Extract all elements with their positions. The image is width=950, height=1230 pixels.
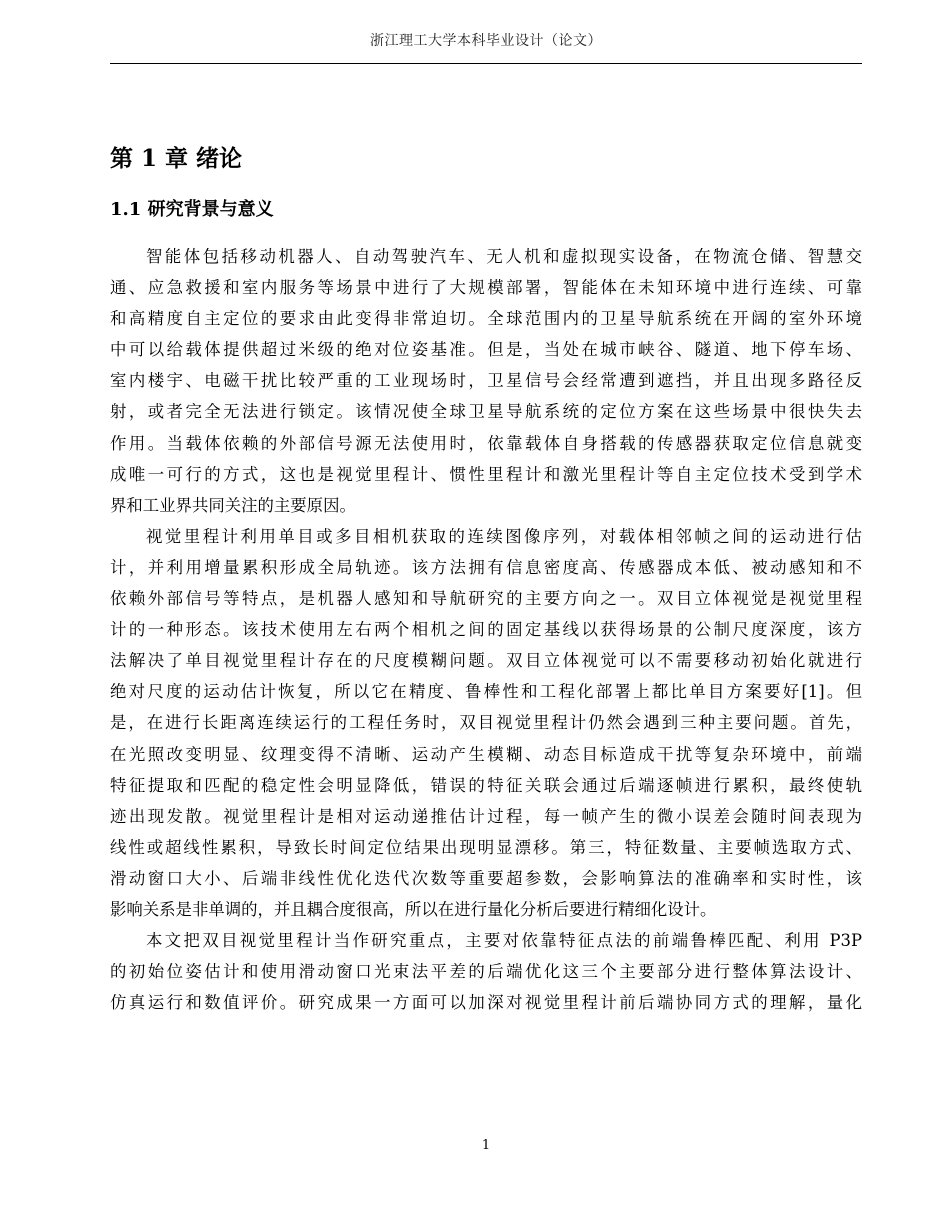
paragraph-1-line: 中可以给载体提供超过米级的绝对位姿基准。但是，当处在城市峡谷、隧道、地下停车场、 — [110, 340, 862, 360]
paragraph-3-line: 本文把双目视觉里程计当作研究重点，主要对依靠特征点法的前端鲁棒匹配、利用 P3P — [146, 931, 862, 951]
paragraph-1-line: 通、应急救援和室内服务等场景中进行了大规模部署，智能体在未知环境中进行连续、可靠 — [110, 278, 862, 298]
paragraph-1-line: 智能体包括移动机器人、自动驾驶汽车、无人机和虚拟现实设备，在物流仓储、智慧交 — [146, 247, 862, 266]
header-divider — [110, 63, 862, 64]
paragraph-3-line: 仿真运行和数值评价。研究成果一方面可以加深对视觉里程计前后端协同方式的理解，量化 — [110, 993, 862, 1013]
paragraph-2-line: 在光照改变明显、纹理变得不清晰、运动产生模糊、动态目标造成干扰等复杂环境中，前端 — [110, 744, 862, 764]
paragraph-1-line: 成唯一可行的方式，这也是视觉里程计、惯性里程计和激光里程计等自主定位技术受到学术 — [110, 464, 862, 484]
paragraph-2-line: 是，在进行长距离连续运行的工程任务时，双目视觉里程计仍然会遇到三种主要问题。首先， — [110, 713, 862, 733]
paragraph-2-line: 滑动窗口大小、后端非线性优化迭代次数等重要超参数，会影响算法的准确率和实时性，该 — [110, 868, 862, 888]
paragraph-2-line: 法解决了单目视觉里程计存在的尺度模糊问题。双目立体视觉可以不需要移动初始化就进行 — [110, 651, 862, 671]
paragraph-2-line: 依赖外部信号等特点，是机器人感知和导航研究的主要方向之一。双目立体视觉是视觉里程 — [110, 589, 862, 609]
paragraph-1-line: 和高精度自主定位的要求由此变得非常迫切。全球范围内的卫星导航系统在开阔的室外环境 — [110, 309, 862, 329]
paragraph-3-line: 的初始位姿估计和使用滑动窗口光束法平差的后端优化这三个主要部分进行整体算法设计、 — [110, 962, 862, 982]
paragraph-2-line: 特征提取和匹配的稳定性会明显降低，错误的特征关联会通过后端逐帧进行累积，最终使轨 — [110, 775, 862, 795]
running-header: 浙江理工大学本科毕业设计（论文） — [370, 33, 602, 49]
paragraph-2-line: 计，并利用增量累积形成全局轨迹。该方法拥有信息密度高、传感器成本低、被动感知和不 — [110, 557, 862, 577]
paragraph-2-line: 计的一种形态。该技术使用左右两个相机之间的固定基线以获得场景的公制尺度深度，该方 — [110, 620, 862, 640]
paragraph-2-line: 视觉里程计利用单目或多目相机获取的连续图像序列，对载体相邻帧之间的运动进行估 — [146, 526, 862, 546]
paragraph-2-line: 线性或超线性累积，导致长时间定位结果出现明显漂移。第三，特征数量、主要帧选取方式、 — [110, 837, 862, 857]
paragraph-2-line: 迹出现发散。视觉里程计是相对运动递推估计过程，每一帧产生的微小误差会随时间表现为 — [110, 806, 862, 826]
paragraph-2-line: 绝对尺度的运动估计恢复，所以它在精度、鲁棒性和工程化部署上都比单目方案要好[1]。但 — [110, 682, 862, 702]
paragraph-1-line: 室内楼宇、电磁干扰比较严重的工业现场时，卫星信号会经常遭到遮挡，并且出现多路径反 — [110, 371, 862, 391]
page-number: 1 — [481, 1138, 491, 1153]
paragraph-2-line: 影响关系是非单调的，并且耦合度很高，所以在进行量化分析后要进行精细化设计。 — [110, 899, 717, 919]
paragraph-1-line: 界和工业界共同关注的主要原因。 — [110, 495, 356, 515]
section-title: 1.1 研究背景与意义 — [110, 199, 274, 220]
body-text — [110, 241, 862, 1018]
paragraph-1-line: 作用。当载体依赖的外部信号源无法使用时，依靠载体自身搭载的传感器获取定位信息就变 — [110, 433, 862, 453]
chapter-title: 第 1 章 绪论 — [110, 145, 243, 172]
paragraph-1-line: 射，或者完全无法进行锁定。该情况使全球卫星导航系统的定位方案在这些场景中很快失去 — [110, 402, 862, 422]
